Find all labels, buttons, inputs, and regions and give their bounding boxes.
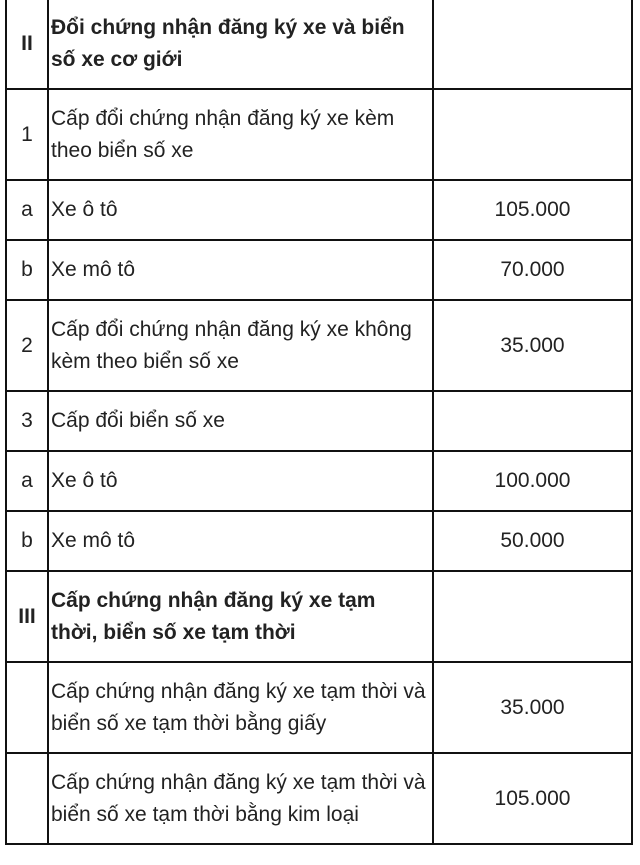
table-row-section-ii [6,0,632,89]
row-description: Đổi chứng nhận đăng ký xe và biển số xe cơ giới [48,0,433,89]
row-description: Cấp chứng nhận đăng ký xe tạm thời, biển số xe tạm thời [48,571,433,662]
table-row [6,240,632,300]
row-fee [433,391,632,451]
fee-table [5,0,633,845]
row-fee: 35.000 [433,300,632,391]
row-number: a [6,180,48,240]
row-number: 2 [6,300,48,391]
table-row [6,89,632,180]
row-fee: 100.000 [433,451,632,511]
row-fee: 70.000 [433,240,632,300]
row-number: 3 [6,391,48,451]
table-row [6,391,632,451]
table-row-section-iii [6,571,632,662]
table-row [6,662,632,753]
row-fee: 50.000 [433,511,632,571]
row-description: Cấp đổi chứng nhận đăng ký xe không kèm theo biển số xe [48,300,433,391]
row-number [6,662,48,753]
row-fee [433,89,632,180]
table-row [6,451,632,511]
row-description: Cấp đổi chứng nhận đăng ký xe kèm theo biển số xe [48,89,433,180]
table-row [6,300,632,391]
row-description: Xe mô tô [48,511,433,571]
row-description: Cấp chứng nhận đăng ký xe tạm thời và biển số xe tạm thời bằng giấy [48,662,433,753]
row-description: Xe ô tô [48,180,433,240]
table-row [6,753,632,844]
table-row [6,511,632,571]
row-description: Xe mô tô [48,240,433,300]
row-fee [433,571,632,662]
row-fee: 105.000 [433,180,632,240]
row-description: Cấp đổi biển số xe [48,391,433,451]
row-description: Xe ô tô [48,451,433,511]
row-number: 1 [6,89,48,180]
row-number: a [6,451,48,511]
row-fee [433,0,632,89]
row-fee: 105.000 [433,753,632,844]
row-fee: 35.000 [433,662,632,753]
row-number: II [6,0,48,89]
row-number: b [6,511,48,571]
row-number [6,753,48,844]
table-row [6,180,632,240]
row-number: III [6,571,48,662]
row-description: Cấp chứng nhận đăng ký xe tạm thời và biển số xe tạm thời bằng kim loại [48,753,433,844]
row-number: b [6,240,48,300]
